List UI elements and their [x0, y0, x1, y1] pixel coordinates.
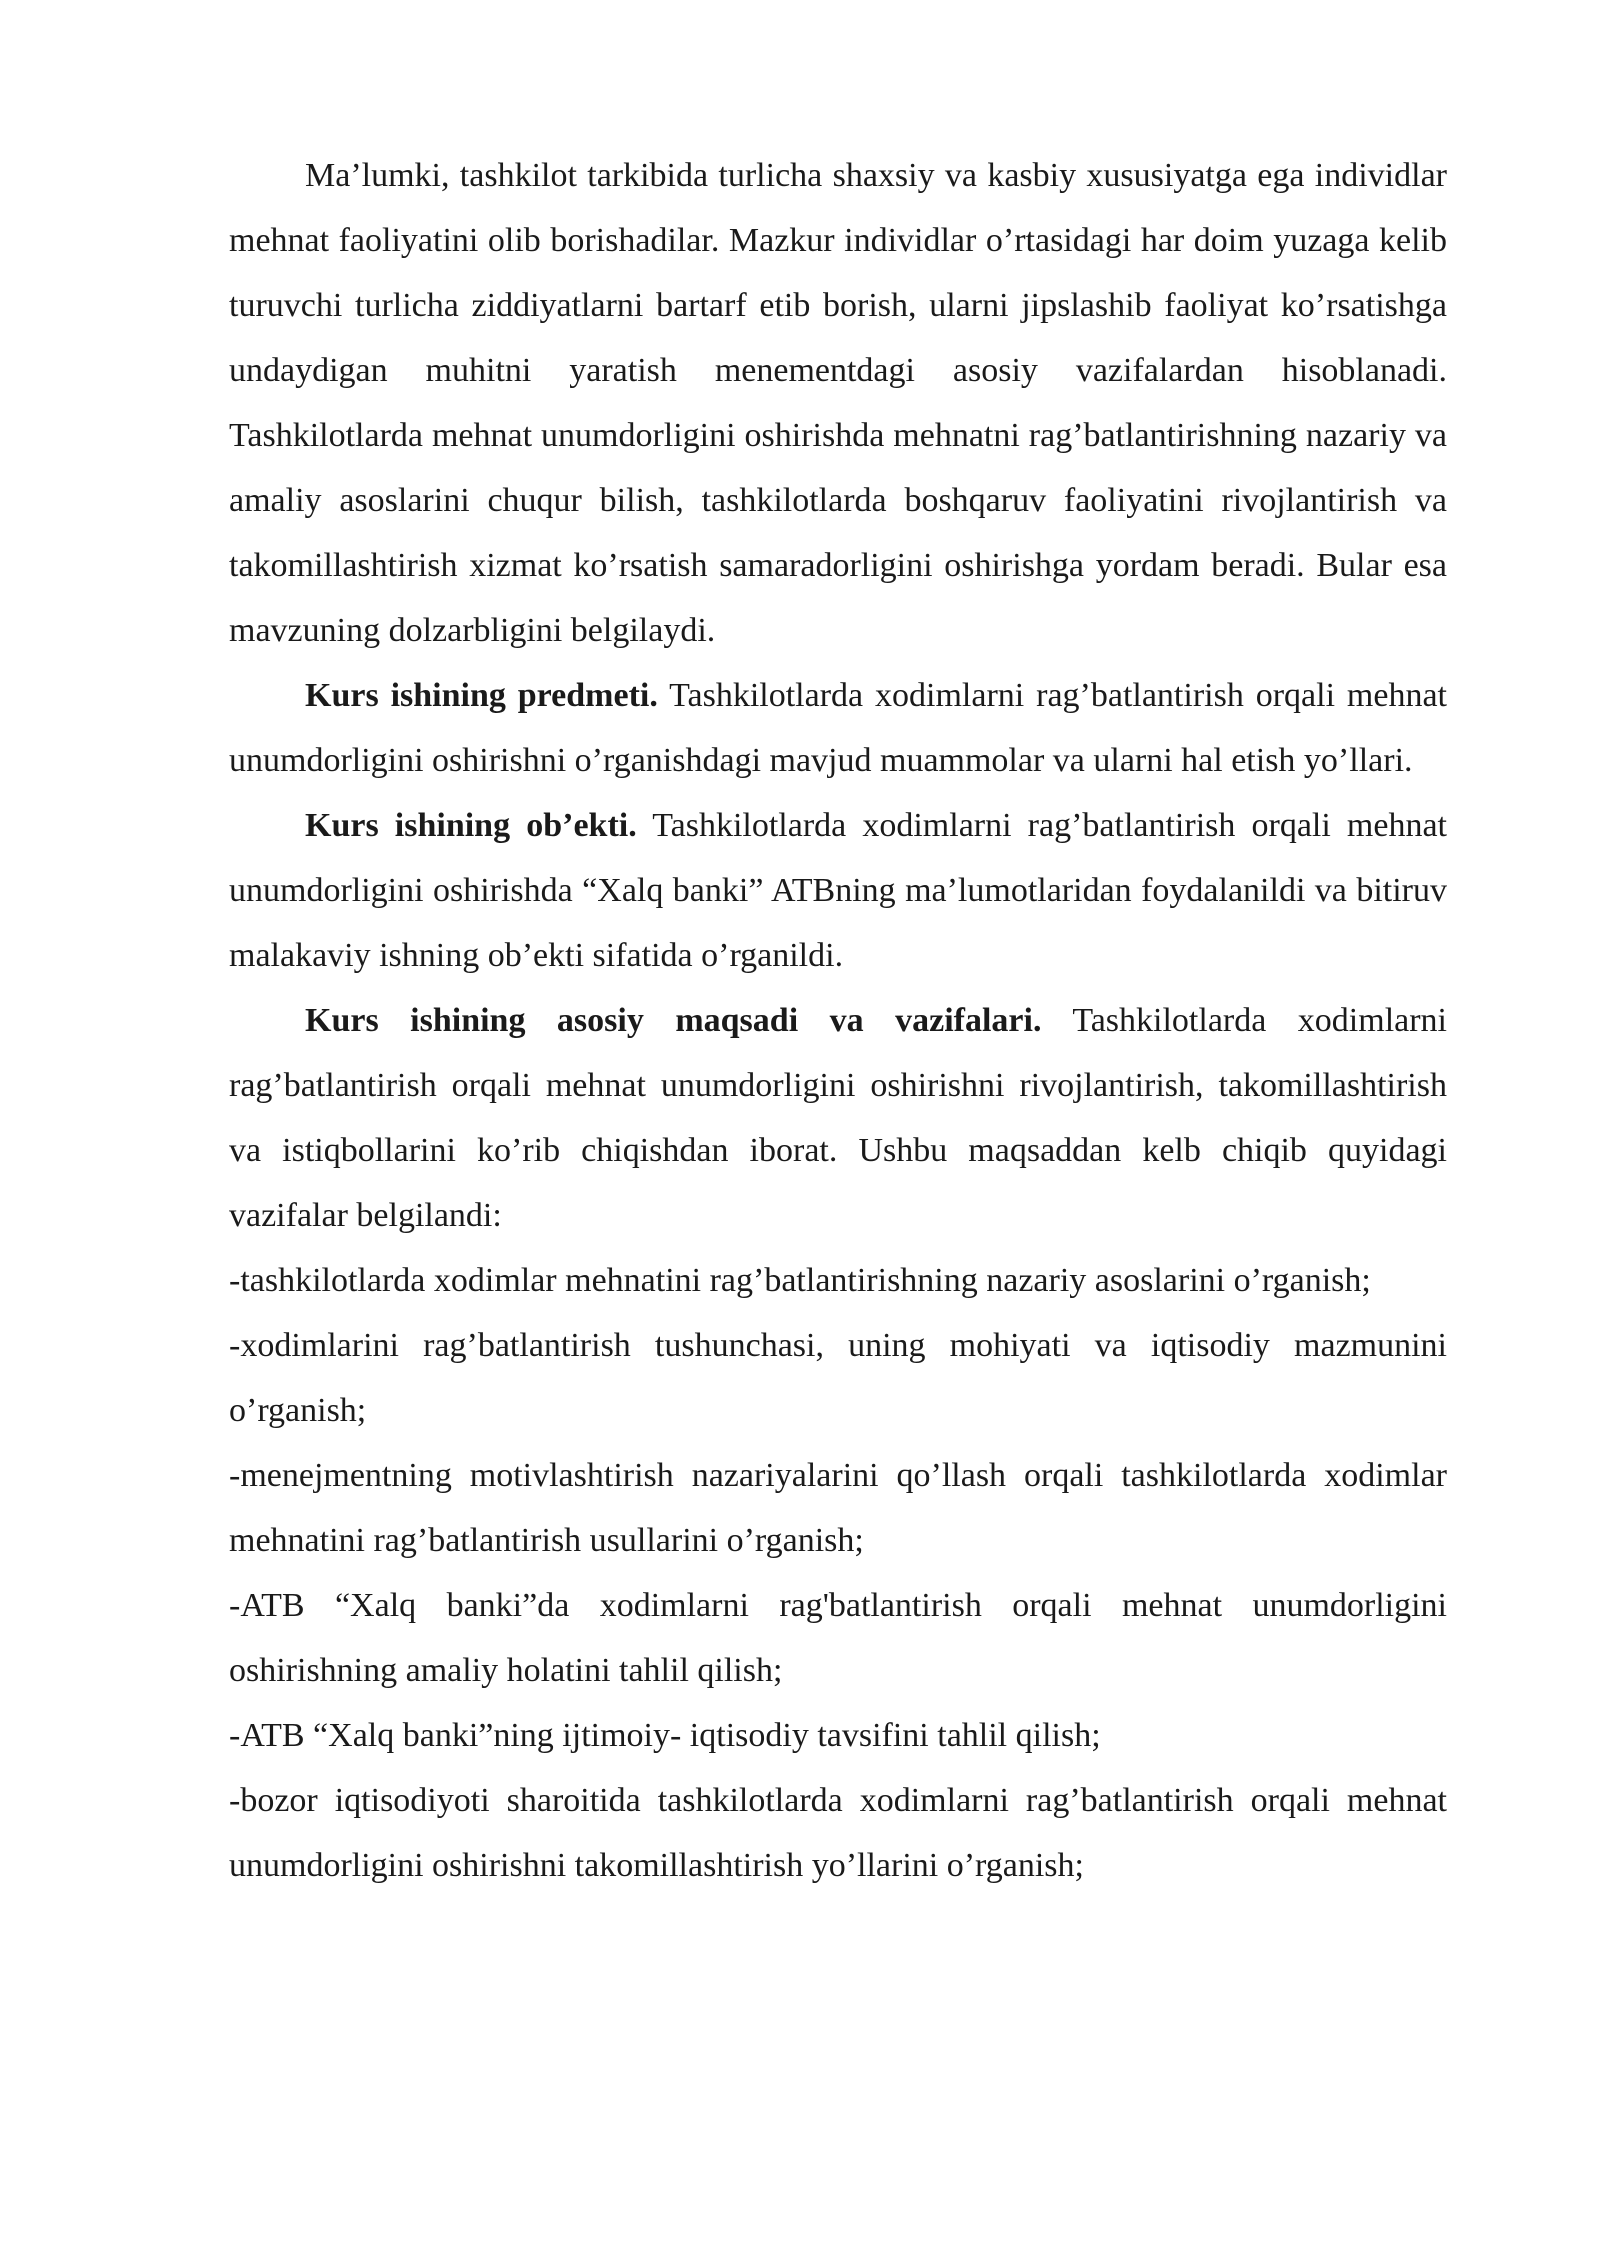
- task-item: -ATB “Xalq banki”da xodimlarni rag'batlantirish orqali mehnat unumdorligini oshirishning amaliy holatini tahlil qilish;: [229, 1587, 1447, 1689]
- object-heading: Kurs ishining ob’ekti.: [305, 807, 637, 844]
- document-page: [229, 143, 1447, 1898]
- object-paragraph: [229, 793, 1447, 988]
- goals-heading: Kurs ishining asosiy maqsadi va vazifalari.: [305, 1002, 1042, 1039]
- object-text: Tashkilotlarda xodimlarni rag’batlantirish orqali mehnat unumdorligini oshirishda “Xalq banki” ATBning ma’lumotlaridan foydalanildi va bitiruv malakaviy ishning ob’ekti sifatida o’rganildi.: [229, 807, 1447, 974]
- task-item: -tashkilotlarda xodimlar mehnatini rag’batlantirishning nazariy asoslarini o’rganish;: [229, 1262, 1371, 1299]
- task-item: -bozor iqtisodiyoti sharoitida tashkilotlarda xodimlarni rag’batlantirish orqali mehnat unumdorligini oshirishni takomillashtirish yo’llarini o’rganish;: [229, 1782, 1447, 1884]
- subject-text: Tashkilotlarda xodimlarni rag’batlantirish orqali mehnat unumdorligini oshirishni o’rganishdagi mavjud muammolar va ularni hal etish yo’llari.: [229, 677, 1448, 779]
- subject-heading: Kurs ishining predmeti.: [305, 677, 658, 714]
- subject-paragraph: [229, 663, 1447, 793]
- intro-paragraph: Ma’lumki, tashkilot tarkibida turlicha shaxsiy va kasbiy xususiyatga ega individlar mehnat faoliyatini olib borishadilar. Mazkur individlar o’rtasidagi har doim yuzaga kelib turuvchi turlicha ziddiyatlarni bartarf etib borish, ularni jipslashib faoliyat ko’rsatishga undaydigan muhitni yaratish menementdagi asosiy vazifalardan hisoblanadi. Tashkilotlarda mehnat unumdorligini oshirishda mehnatni rag’batlantirishning nazariy va amaliy asoslarini chuqur bilish, tashkilotlarda boshqaruv faoliyatini rivojlantirish va takomillashtirish xizmat ko’rsatish samaradorligini oshirishga yordam beradi. Bular esa mavzuning dolzarbligini belgilaydi.: [229, 157, 1447, 649]
- goals-paragraph: [229, 988, 1447, 1248]
- task-item: -menejmentning motivlashtirish nazariyalarini qo’llash orqali tashkilotlarda xodimlar mehnatini rag’batlantirish usullarini o’rganish;: [229, 1457, 1447, 1559]
- goals-text: Tashkilotlarda xodimlarni rag’batlantirish orqali mehnat unumdorligini oshirishni rivojlantirish, takomillashtirish va istiqbollarini ko’rib chiqishdan iborat. Ushbu maqsaddan kelb chiqib quyidagi vazifalar belgilandi:: [229, 1002, 1448, 1234]
- task-item: -xodimlarini rag’batlantirish tushunchasi, uning mohiyati va iqtisodiy mazmunini o’rganish;: [229, 1327, 1447, 1429]
- task-item: -ATB “Xalq banki”ning ijtimoiy- iqtisodiy tavsifini tahlil qilish;: [229, 1717, 1101, 1754]
